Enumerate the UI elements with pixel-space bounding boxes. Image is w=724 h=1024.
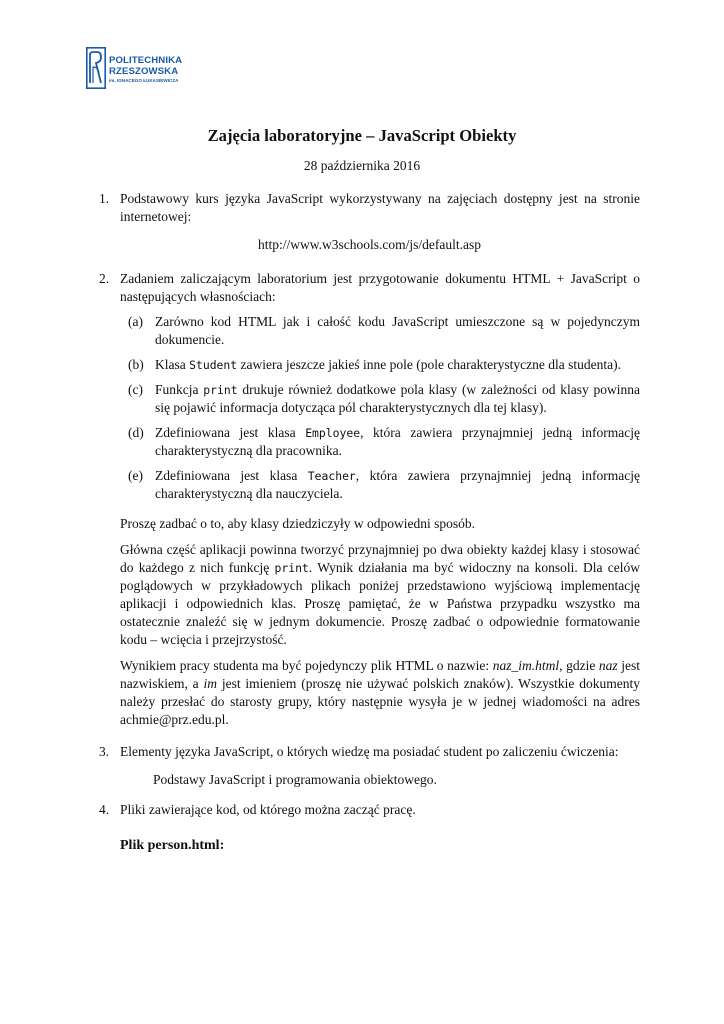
university-logo [86, 47, 226, 95]
logo-line-1: POLITECHNIKA [109, 55, 183, 66]
sublist-text: Zdefiniowana jest klasa [155, 468, 308, 483]
indented-note: Podstawy JavaScript i programowania obiektowego. [153, 772, 437, 787]
list-item-number: 4. [99, 802, 110, 817]
code-print: print [203, 383, 238, 397]
document-date: 28 października 2016 [303, 158, 421, 173]
list-item-number: 1. [99, 191, 110, 206]
code-student: Student [189, 358, 238, 372]
sublist-label: (c) [128, 382, 143, 397]
term-naz: naz [598, 658, 618, 673]
paragraph-text: . Wynik działania ma być widoczny na konsoli. Dla celów poglądowych w przykładowych plikach poniżej przedstawiono wyjściową implementację aplikacji i odpowiednich klas. Proszę pamiętać, że w Państwa przypadku wszystko ma ostatecznie znaleźć się w jednym dokumencie. Proszę zadbać o odpowiednie formatowanie kodu – wcięcia i przejrzystość. [120, 560, 640, 647]
list-item-number: 2. [99, 271, 110, 286]
sublist-text: , która zawiera przynajmniej jedną informację charakterystyczną dla pracownika. [155, 425, 640, 458]
list-item-1 [99, 190, 640, 254]
sublist-item-d [120, 424, 640, 460]
paragraph-text: jest nazwiskiem, a [120, 658, 641, 691]
code-teacher: Teacher [307, 469, 356, 483]
filename-pattern: naz_im.html [492, 658, 560, 673]
logo-line-3: im. IGNACEGO ŁUKASIEWICZA [109, 78, 179, 83]
paragraph-text: , gdzie [559, 658, 599, 673]
sublist-text: , która zawiera przynajmniej jedną informację charakterystyczną dla nauczyciela. [155, 468, 640, 501]
code-employee: Employee [305, 426, 361, 440]
paragraph-text: jest imieniem (proszę nie używać polskich znaków). Wszystkie dokumenty należy przesłać do starosty grupy, który następnie wysyła je w jednej wiadomości na adres achmie@prz.edu.pl. [120, 676, 640, 727]
paragraph-main-app [120, 541, 640, 649]
sublist-item-c [120, 381, 640, 417]
paragraph-text: Wynikiem pracy studenta ma być pojedynczy plik HTML o nazwie: [120, 658, 493, 673]
university-logo-text [109, 55, 182, 85]
sublist-text: Zarówno kod HTML jak i całość kodu JavaScript umieszczone są w pojedynczym dokumencie. [155, 314, 640, 347]
list-item-3 [99, 743, 640, 789]
logo-line-2: RZESZOWSKA [109, 66, 179, 77]
sublist-item-b [120, 356, 640, 374]
paragraph-text: Główna część aplikacji powinna tworzyć przynajmniej po dwa obiekty każdej klasy i stosować do każdego z nich funkcję [120, 542, 640, 575]
sublist-item-a [120, 313, 640, 349]
sublist-text: Klasa [155, 357, 190, 372]
sublist-label: (e) [128, 468, 143, 483]
list-item-2 [99, 270, 640, 729]
document-title: Zajęcia laboratoryjne – JavaScript Obiekty [207, 126, 517, 145]
sublist-text: Funkcja [155, 382, 204, 397]
sublist-text: zawiera jeszcze jakieś inne pole (pole charakterystyczne dla studenta). [237, 357, 621, 372]
list-item-number: 3. [99, 744, 110, 759]
list-item-4 [99, 801, 640, 855]
list-item-text: Zadaniem zaliczającym laboratorium jest przygotowanie dokumentu HTML + JavaScript o następujących własnościach: [120, 271, 640, 304]
term-im: im [203, 676, 218, 691]
paragraph-inheritance: Proszę zadbać o to, aby klasy dziedziczyły w odpowiedni sposób. [120, 516, 476, 531]
code-print: print [274, 561, 309, 575]
requirements-sublist [120, 313, 640, 503]
list-item-text: Elementy języka JavaScript, o których wiedzę ma posiadać student po zaliczeniu ćwiczenia: [120, 744, 619, 759]
sublist-label: (a) [128, 314, 143, 329]
sublist-text: drukuje również dodatkowe pola klasy (w zależności od klasy powinna się pojawić informacja dotycząca pól charakterystycznych dla tej klasy). [155, 382, 641, 415]
list-item-text: Podstawowy kurs języka JavaScript wykorzystywany na zajęciach dostępny jest na stronie internetowej: [120, 191, 640, 224]
sublist-item-e [120, 467, 640, 503]
course-url-link[interactable]: http://www.w3schools.com/js/default.asp [258, 237, 481, 252]
sublist-label: (b) [128, 357, 144, 372]
sublist-label: (d) [128, 425, 144, 440]
list-item-text: Pliki zawierające kod, od którego można zacząć pracę. [120, 802, 416, 817]
university-logo-mark-icon [86, 47, 106, 89]
file-heading: Plik person.html: [120, 838, 225, 853]
document-body [99, 190, 640, 855]
sublist-text: Zdefiniowana jest klasa [155, 425, 306, 440]
paragraph-submission [120, 657, 640, 729]
